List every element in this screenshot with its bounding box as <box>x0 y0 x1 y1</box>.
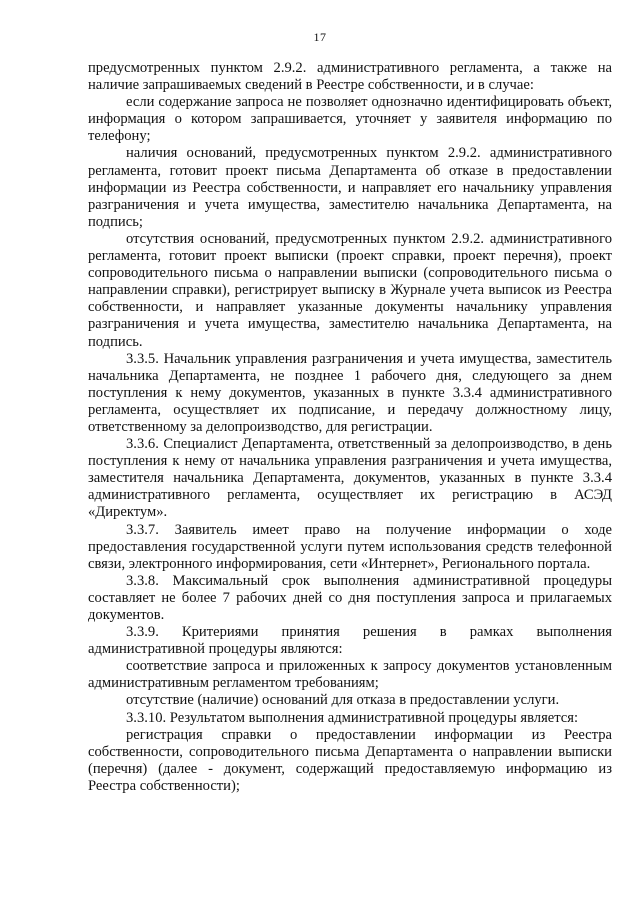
paragraph: если содержание запроса не позволяет однозначно идентифицировать объект, информация о котором запрашивается, уточняет у заявителя информацию по телефону; <box>88 94 612 145</box>
paragraph: 3.3.8. Максимальный срок выполнения административной процедуры составляет не более 7 рабочих дней со дня поступления запроса и прилагаемых документов. <box>88 572 612 623</box>
paragraph: регистрация справки о предоставлении информации из Реестра собственности, сопроводительного письма Департамента о направлении выписки (перечня) (далее - документ, содержащий предоставляемую информацию из Реестра собственности); <box>88 726 612 794</box>
paragraph: отсутствие (наличие) оснований для отказа в предоставлении услуги. <box>126 692 560 709</box>
paragraph: 3.3.9. Критериями принятия решения в рамках выполнения административной процедуры являются: <box>88 624 612 658</box>
paragraph: отсутствия оснований, предусмотренных пунктом 2.9.2. административного регламента, готовит проект выписки (проект справки, проект перечня), проект сопроводительного письма о направлении выписки (сопроводительного письма о направлении справки), регистрирует выписку в Журнале учета выписок из Реестра собственности, и направляет указанные документы начальнику управления разграничения и учета имущества, заместителю начальника Департамента, на подпись. <box>88 230 612 350</box>
paragraph: 3.3.5. Начальник управления разграничения и учета имущества, заместитель начальника Департамента, не позднее 1 рабочего дня, следующего за днем поступления к нему документов, указанных в пункте 3.3.4 административного регламента, осуществляет их подписание, и передачу должностному лицу, ответственному за делопроизводство, для регистрации. <box>88 350 612 435</box>
paragraph: соответствие запроса и приложенных к запросу документов установленным административным регламентом требованиям; <box>88 658 612 692</box>
page-number: 17 <box>313 30 327 44</box>
paragraph: 3.3.7. Заявитель имеет право на получение информации о ходе предоставления государственной услуги путем использования средств телефонной связи, электронного информирования, сети «Интернет», Регионального портала. <box>88 521 612 572</box>
document-body <box>88 60 612 795</box>
paragraph: 3.3.10. Результатом выполнения административной процедуры является: <box>126 709 579 726</box>
paragraph: предусмотренных пунктом 2.9.2. административного регламента, а также на наличие запрашиваемых сведений в Реестре собственности, и в случае: <box>88 60 612 94</box>
paragraph: наличия оснований, предусмотренных пунктом 2.9.2. административного регламента, готовит проект письма Департамента об отказе в предоставлении информации из Реестра собственности, и направляет его начальнику управления разграничения и учета имущества, заместителю начальника Департамента, на подпись; <box>88 145 612 230</box>
paragraph: 3.3.6. Специалист Департамента, ответственный за делопроизводство, в день поступления к нему от начальника управления разграничения и учета имущества, заместителя начальника Департамента, документов, указанных в пункте 3.3.4 административного регламента, осуществляет их регистрацию в АСЭД «Директум». <box>88 436 612 521</box>
